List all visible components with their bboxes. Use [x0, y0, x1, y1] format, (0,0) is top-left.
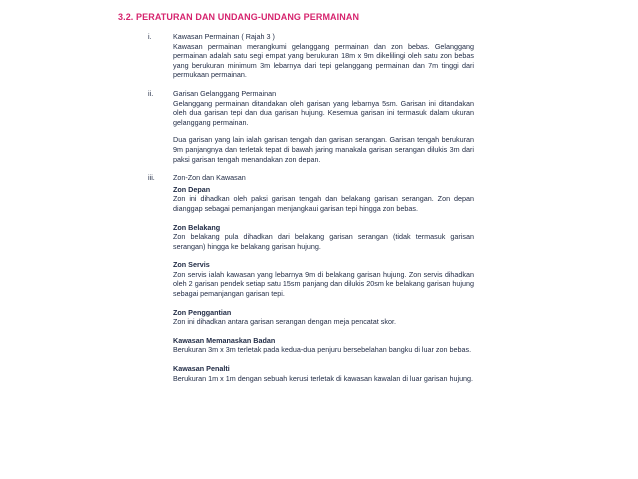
item-numeral: ii. [148, 88, 154, 98]
subsection-title: Kawasan Memanaskan Badan [173, 335, 276, 345]
subsection-text: Berukuran 3m x 3m terletak pada kedua-dua penjuru bersebelahan bangku di luar zon bebas. [173, 345, 472, 355]
rule-item-garisan-gelanggang [148, 89, 474, 164]
document-body [148, 32, 474, 392]
subsection-zon-belakang [173, 223, 474, 252]
subsection-text: Zon servis ialah kawasan yang lebarnya 9m di belakang garisan hujung. Zon servis dihadkan oleh 2 garisan pendek setiap satu 15sm panjang dan dilukis 20sm ke belakang garisan hujung sebagai pemanjangan garisan tepi. [173, 269, 474, 299]
rule-item-zon-zon-dan-kawasan [148, 173, 474, 383]
subsection-zon-depan [173, 185, 474, 214]
subsection-kawasan-penalti [173, 364, 474, 383]
subsection-title: Zon Belakang [173, 222, 221, 232]
rule-item-kawasan-permainan [148, 32, 474, 80]
subsection-kawasan-memanaskan-badan [173, 336, 474, 355]
item-title: Zon-Zon dan Kawasan [173, 173, 246, 183]
item-numeral: i. [148, 32, 152, 41]
subsection-zon-penggantian [173, 308, 474, 327]
subsection-title: Kawasan Penalti [173, 364, 230, 374]
item-title: Kawasan Permainan ( Rajah 3 ) [173, 32, 275, 41]
subsection-text: Berukuran 1m x 1m dengan sebuah kerusi terletak di kawasan kawalan di luar garisan hujung. [173, 373, 474, 383]
subsection-text: Zon ini dihadkan antara garisan serangan dengan meja pencatat skor. [173, 317, 396, 327]
section-title: 3.2. PERATURAN DAN UNDANG-UNDANG PERMAINAN [118, 12, 360, 22]
item-title: Garisan Gelanggang Permainan [173, 88, 277, 98]
item-paragraph: Kawasan permainan merangkumi gelanggang permainan dan zon bebas. Gelanggang permainan adalah satu segi empat yang berukuran 18m x 9m dikelilingi oleh satu zon bebas yang berukuran minimum 3m lebarnya dari tepi gelanggang permainan dan 7m tinggi dari permukaan permainan. [173, 41, 474, 80]
subsection-text: Zon belakang pula dihadkan dari belakang garisan serangan (tidak termasuk garisan serangan) hingga ke belakang garisan hujung. [173, 232, 474, 251]
item-paragraph: Dua garisan yang lain ialah garisan tengah dan garisan serangan. Garisan tengah berukuran 9m panjangnya dan terletak tepat di bawah jaring manakala garisan serangan dilukis 3m dari paksi garisan tengah menandakan zon depan. [173, 135, 474, 164]
subsection-title: Zon Penggantian [173, 307, 232, 317]
subsection-zon-servis [173, 260, 474, 298]
subsection-title: Zon Servis [173, 260, 210, 270]
subsection-title: Zon Depan [173, 184, 211, 194]
item-numeral: iii. [148, 173, 155, 183]
item-paragraph: Gelanggang permainan ditandakan oleh garisan yang lebarnya 5sm. Garisan ini ditandakan oleh dua garisan tepi dan dua garisan hujung. Kesemua garisan ini termasuk dalam ukuran gelanggang permainan. [173, 98, 474, 127]
subsection-text: Zon ini dihadkan oleh paksi garisan tengah dan belakang garisan serangan. Zon depan dianggap sebagai pemanjangan menjangkaui garisan tepi hingga zon bebas. [173, 194, 474, 213]
